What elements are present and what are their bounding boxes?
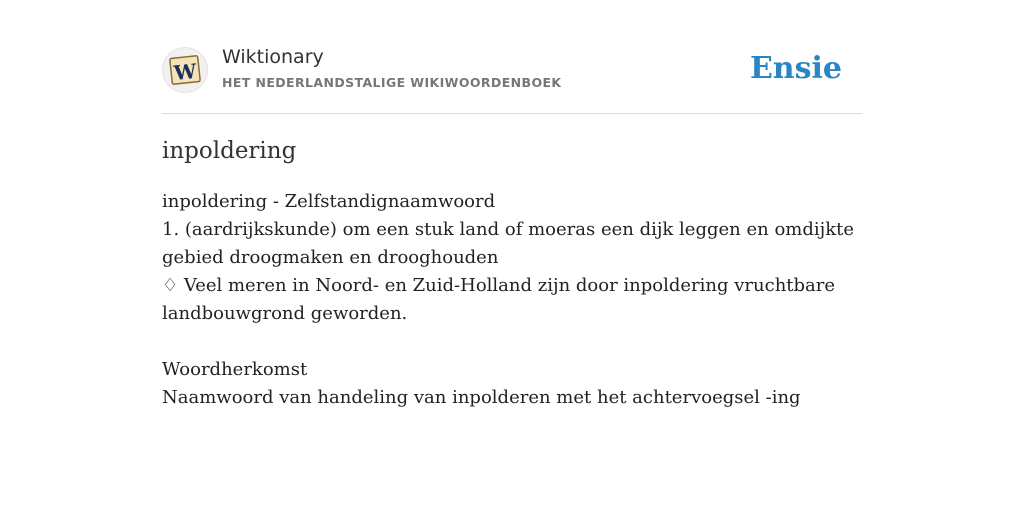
- definition-line: 1. (aardrijkskunde) om een stuk land of moeras een dijk leggen en omdijkte: [162, 219, 854, 240]
- page-container: [162, 44, 862, 412]
- spacer: [162, 328, 862, 356]
- definition-line-continued: gebied droogmaken en drooghouden: [162, 247, 499, 268]
- etymology-text: Naamwoord van handeling van inpolderen met het achtervoegsel -ing: [162, 387, 801, 408]
- ensie-brand-logo[interactable]: Ensie: [749, 51, 842, 86]
- example-line: ♢ Veel meren in Noord- en Zuid-Holland zijn door inpoldering vruchtbare: [162, 275, 836, 296]
- site-header: [162, 44, 862, 114]
- entry-body: [162, 188, 862, 412]
- wiktionary-logo-icon[interactable]: [162, 47, 208, 93]
- svg-text:W: W: [172, 58, 198, 86]
- etymology-heading: Woordherkomst: [162, 359, 308, 380]
- page-title: inpoldering: [162, 138, 297, 164]
- site-title[interactable]: Wiktionary: [222, 46, 324, 68]
- site-subtitle: HET NEDERLANDSTALIGE WIKIWOORDENBOEK: [222, 75, 562, 90]
- part-of-speech-line: inpoldering - Zelfstandignaamwoord: [162, 191, 496, 212]
- example-line-continued: landbouwgrond geworden.: [162, 303, 408, 324]
